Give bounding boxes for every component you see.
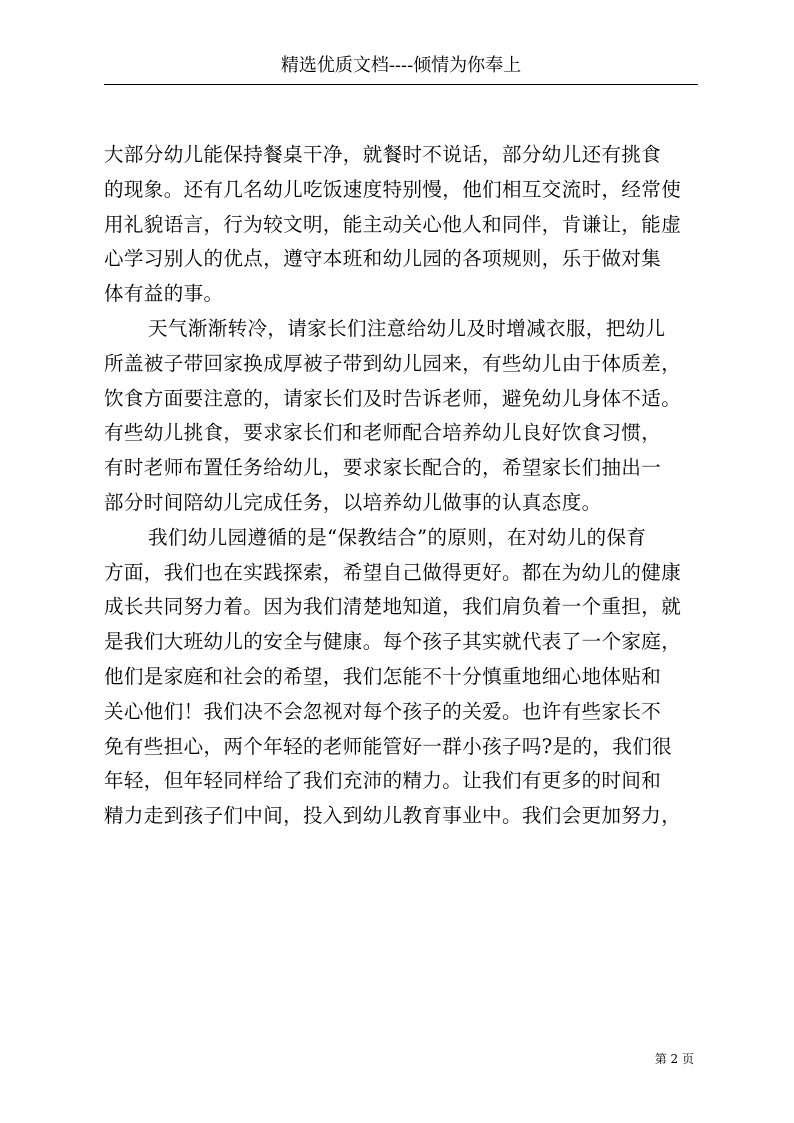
body-line: 的现象。还有几名幼儿吃饭速度特别慢，他们相互交流时，经常使 [104, 177, 682, 201]
header-divider [104, 84, 698, 85]
body-line: 成长共同努力着。因为我们清楚地知道，我们肩负着一个重担，就 [104, 595, 682, 619]
body-line: 有时老师布置任务给幼儿，要求家长配合的，希望家长们抽出一 [104, 456, 662, 480]
page-header-title: 精选优质文档----倾情为你奉上 [280, 55, 522, 76]
body-line: 精力走到孩子们中间，投入到幼儿教育事业中。我们会更加努力， [104, 804, 682, 828]
body-line: 方面，我们也在实践探索，希望自己做得更好。都在为幼儿的健康 [104, 560, 682, 584]
body-line: 心学习别人的优点，遵守本班和幼儿园的各项规则，乐于做对集 [104, 247, 662, 271]
page-number: 第 2 页 [654, 1052, 694, 1066]
body-line: 关心他们！我们决不会忽视对每个孩子的关爱。也许有些家长不 [104, 699, 662, 723]
body-line: 饮食方面要注意的，请家长们及时告诉老师，避免幼儿身体不适。 [104, 386, 682, 410]
body-line: 是我们大班幼儿的安全与健康。每个孩子其实就代表了一个家庭， [104, 630, 682, 654]
body-line: 年轻，但年轻同样给了我们充沛的精力。让我们有更多的时间和 [104, 769, 662, 793]
paragraph-first-line: 我们幼儿园遵循的是“保教结合”的原则，在对幼儿的保育 [148, 525, 647, 549]
body-line: 免有些担心，两个年轻的老师能管好一群小孩子吗?是的，我们很 [104, 734, 673, 758]
body-line: 部分时间陪幼儿完成任务，以培养幼儿做事的认真态度。 [104, 490, 602, 514]
body-line: 大部分幼儿能保持餐桌干净，就餐时不说话，部分幼儿还有挑食 [104, 143, 662, 166]
body-line: 他们是家庭和社会的希望，我们怎能不十分慎重地细心地体贴和 [104, 664, 662, 688]
body-line: 所盖被子带回家换成厚被子带到幼儿园来，有些幼儿由于体质差， [104, 351, 682, 375]
document-body [104, 138, 704, 834]
body-line: 用礼貌语言，行为较文明，能主动关心他人和同伴，肯谦让，能虚 [104, 212, 682, 236]
body-line: 体有益的事。 [104, 282, 224, 306]
paragraph-first-line: 天气渐渐转冷，请家长们注意给幼儿及时增减衣服，把幼儿 [148, 316, 666, 340]
body-line: 有些幼儿挑食，要求家长们和老师配合培养幼儿良好饮食习惯， [104, 421, 662, 445]
